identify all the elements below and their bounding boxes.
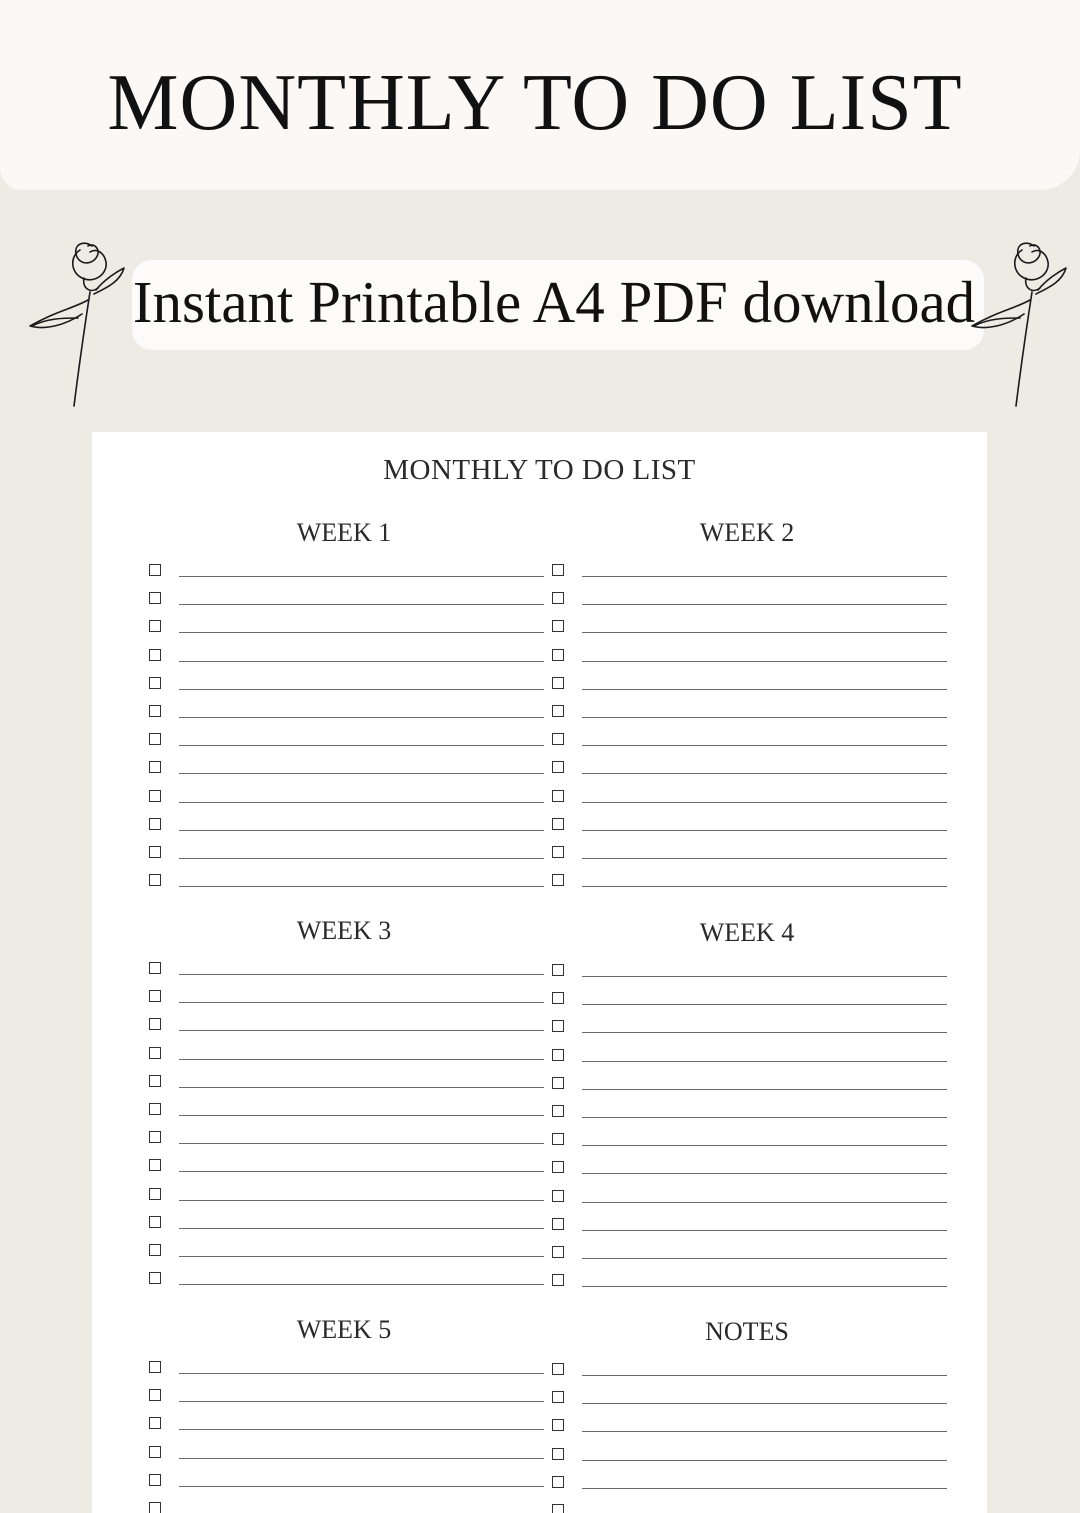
task-row: [144, 788, 544, 816]
checkbox[interactable]: [552, 733, 564, 745]
writing-line: [582, 976, 947, 977]
task-row: [144, 703, 544, 731]
writing-line: [179, 1115, 544, 1116]
task-row: [547, 1018, 947, 1046]
writing-line: [582, 1375, 947, 1376]
writing-line: [582, 632, 947, 633]
checkbox[interactable]: [149, 1047, 161, 1059]
writing-line: [179, 661, 544, 662]
task-row: [144, 1359, 544, 1387]
writing-line: [179, 1030, 544, 1031]
task-row: [547, 962, 947, 990]
section-label: WEEK 5: [296, 1315, 392, 1344]
task-rows: [144, 562, 544, 900]
writing-line: [582, 1145, 947, 1146]
checkbox[interactable]: [552, 1363, 564, 1375]
writing-line: [582, 604, 947, 605]
checkbox[interactable]: [552, 1161, 564, 1173]
task-row: [547, 1474, 947, 1502]
checkbox[interactable]: [552, 790, 564, 802]
checkbox[interactable]: [149, 1389, 161, 1401]
checkbox[interactable]: [149, 1272, 161, 1284]
checkbox[interactable]: [552, 1391, 564, 1403]
task-row: [144, 1500, 544, 1513]
checkbox[interactable]: [552, 1049, 564, 1061]
task-row: [547, 990, 947, 1018]
task-row: [144, 1186, 544, 1214]
writing-line: [179, 773, 544, 774]
checkbox[interactable]: [552, 1504, 564, 1513]
task-rows: [547, 962, 947, 1300]
checkbox[interactable]: [149, 962, 161, 974]
section-label: WEEK 1: [296, 518, 392, 547]
writing-line: [179, 1284, 544, 1285]
task-row: [547, 1272, 947, 1300]
checkbox[interactable]: [552, 874, 564, 886]
task-row: [547, 1103, 947, 1131]
task-row: [144, 1444, 544, 1472]
writing-line: [582, 1117, 947, 1118]
checkbox[interactable]: [149, 1361, 161, 1373]
checkbox[interactable]: [149, 1075, 161, 1087]
checkbox[interactable]: [552, 992, 564, 1004]
writing-line: [582, 576, 947, 577]
writing-line: [179, 1087, 544, 1088]
task-row: [144, 1242, 544, 1270]
task-row: [547, 1389, 947, 1417]
checkbox[interactable]: [149, 620, 161, 632]
checkbox[interactable]: [149, 1188, 161, 1200]
checkbox[interactable]: [552, 1246, 564, 1258]
checkbox[interactable]: [149, 1216, 161, 1228]
task-row: [144, 1016, 544, 1044]
writing-line: [582, 802, 947, 803]
checkbox[interactable]: [149, 677, 161, 689]
writing-line: [179, 1486, 544, 1487]
checkbox[interactable]: [552, 818, 564, 830]
writing-line: [179, 886, 544, 887]
checkbox[interactable]: [149, 733, 161, 745]
checkbox[interactable]: [149, 790, 161, 802]
task-row: [547, 1361, 947, 1389]
task-row: [547, 1446, 947, 1474]
section-label: NOTES: [705, 1317, 789, 1346]
task-row: [144, 816, 544, 844]
task-row: [547, 1131, 947, 1159]
checkbox[interactable]: [552, 649, 564, 661]
header-banner: [0, 0, 1080, 190]
checkbox[interactable]: [149, 761, 161, 773]
writing-line: [582, 1173, 947, 1174]
task-row: [547, 562, 947, 590]
checkbox[interactable]: [149, 846, 161, 858]
checkbox[interactable]: [149, 564, 161, 576]
task-row: [144, 618, 544, 646]
checkbox[interactable]: [552, 1077, 564, 1089]
checkbox[interactable]: [552, 1105, 564, 1117]
writing-line: [582, 1403, 947, 1404]
checkbox[interactable]: [552, 1218, 564, 1230]
task-row: [547, 1417, 947, 1445]
writing-line: [179, 717, 544, 718]
writing-line: [179, 858, 544, 859]
checkbox[interactable]: [552, 1476, 564, 1488]
task-row: [144, 1101, 544, 1129]
writing-line: [179, 604, 544, 605]
task-row: [144, 759, 544, 787]
writing-line: [582, 1286, 947, 1287]
writing-line: [179, 830, 544, 831]
writing-line: [582, 1061, 947, 1062]
task-row: [547, 816, 947, 844]
task-row: [144, 731, 544, 759]
task-row: [144, 1415, 544, 1443]
task-row: [144, 844, 544, 872]
task-row: [144, 988, 544, 1016]
checkbox[interactable]: [552, 564, 564, 576]
writing-line: [582, 1431, 947, 1432]
writing-line: [179, 1401, 544, 1402]
writing-line: [179, 974, 544, 975]
writing-line: [582, 1032, 947, 1033]
task-row: [144, 1073, 544, 1101]
writing-line: [179, 1373, 544, 1374]
task-row: [144, 1045, 544, 1073]
checkbox[interactable]: [149, 874, 161, 886]
task-row: [547, 703, 947, 731]
task-row: [144, 1129, 544, 1157]
task-row: [547, 759, 947, 787]
writing-line: [179, 1429, 544, 1430]
writing-line: [179, 802, 544, 803]
task-row: [144, 1214, 544, 1242]
task-rows: [547, 1361, 947, 1513]
writing-line: [582, 745, 947, 746]
checkbox[interactable]: [552, 1448, 564, 1460]
checkbox[interactable]: [552, 705, 564, 717]
checkbox[interactable]: [552, 846, 564, 858]
checkbox[interactable]: [149, 1502, 161, 1513]
subtitle-text: Instant Printable A4 PDF download: [132, 269, 976, 335]
task-row: [547, 1216, 947, 1244]
task-row: [144, 960, 544, 988]
task-row: [547, 618, 947, 646]
checkbox[interactable]: [552, 964, 564, 976]
task-row: [144, 872, 544, 900]
planner-sheet: [92, 432, 987, 1513]
writing-line: [179, 745, 544, 746]
task-row: [144, 562, 544, 590]
task-row: [144, 1270, 544, 1298]
writing-line: [582, 1258, 947, 1259]
writing-line: [582, 689, 947, 690]
checkbox[interactable]: [552, 1419, 564, 1431]
task-row: [547, 590, 947, 618]
writing-line: [582, 717, 947, 718]
task-row: [547, 1188, 947, 1216]
task-row: [144, 1472, 544, 1500]
writing-line: [582, 773, 947, 774]
task-row: [144, 1157, 544, 1185]
section-label: WEEK 4: [699, 918, 795, 947]
checkbox[interactable]: [149, 1474, 161, 1486]
writing-line: [179, 1256, 544, 1257]
page-title: MONTHLY TO DO LIST: [107, 59, 963, 147]
task-rows: [144, 1359, 544, 1513]
writing-line: [582, 1089, 947, 1090]
checkbox[interactable]: [149, 818, 161, 830]
task-row: [144, 590, 544, 618]
section-label: WEEK 3: [296, 916, 392, 945]
writing-line: [582, 858, 947, 859]
checkbox[interactable]: [149, 1018, 161, 1030]
task-row: [547, 1075, 947, 1103]
task-row: [547, 1502, 947, 1513]
task-row: [547, 844, 947, 872]
task-row: [144, 1387, 544, 1415]
checkbox[interactable]: [149, 592, 161, 604]
task-row: [144, 675, 544, 703]
section-label: WEEK 2: [699, 518, 795, 547]
task-rows: [547, 562, 947, 900]
writing-line: [582, 661, 947, 662]
writing-line: [582, 1488, 947, 1489]
writing-line: [179, 632, 544, 633]
task-row: [547, 731, 947, 759]
checkbox[interactable]: [552, 1020, 564, 1032]
task-row: [144, 647, 544, 675]
sheet-title: MONTHLY TO DO LIST: [383, 454, 696, 486]
task-row: [547, 1244, 947, 1272]
checkbox[interactable]: [149, 1244, 161, 1256]
checkbox[interactable]: [149, 1417, 161, 1429]
checkbox[interactable]: [552, 677, 564, 689]
writing-line: [582, 1202, 947, 1203]
writing-line: [179, 576, 544, 577]
writing-line: [179, 1143, 544, 1144]
checkbox[interactable]: [149, 990, 161, 1002]
task-rows: [144, 960, 544, 1298]
writing-line: [582, 1004, 947, 1005]
checkbox[interactable]: [552, 1133, 564, 1145]
checkbox[interactable]: [552, 592, 564, 604]
checkbox[interactable]: [149, 705, 161, 717]
writing-line: [179, 1458, 544, 1459]
checkbox[interactable]: [149, 1131, 161, 1143]
checkbox[interactable]: [149, 1446, 161, 1458]
task-row: [547, 647, 947, 675]
writing-line: [582, 1230, 947, 1231]
writing-line: [582, 1460, 947, 1461]
checkbox[interactable]: [149, 1103, 161, 1115]
task-row: [547, 872, 947, 900]
checkbox[interactable]: [552, 1274, 564, 1286]
writing-line: [179, 1002, 544, 1003]
checkbox[interactable]: [552, 761, 564, 773]
task-row: [547, 1047, 947, 1075]
rose-line-art-icon: [966, 238, 1076, 413]
writing-line: [582, 830, 947, 831]
task-row: [547, 788, 947, 816]
writing-line: [179, 1171, 544, 1172]
checkbox[interactable]: [552, 1190, 564, 1202]
checkbox[interactable]: [552, 620, 564, 632]
rose-line-art-icon: [24, 238, 134, 413]
writing-line: [179, 1200, 544, 1201]
checkbox[interactable]: [149, 1159, 161, 1171]
writing-line: [179, 689, 544, 690]
task-row: [547, 675, 947, 703]
checkbox[interactable]: [149, 649, 161, 661]
writing-line: [582, 886, 947, 887]
writing-line: [179, 1059, 544, 1060]
writing-line: [179, 1228, 544, 1229]
task-row: [547, 1159, 947, 1187]
